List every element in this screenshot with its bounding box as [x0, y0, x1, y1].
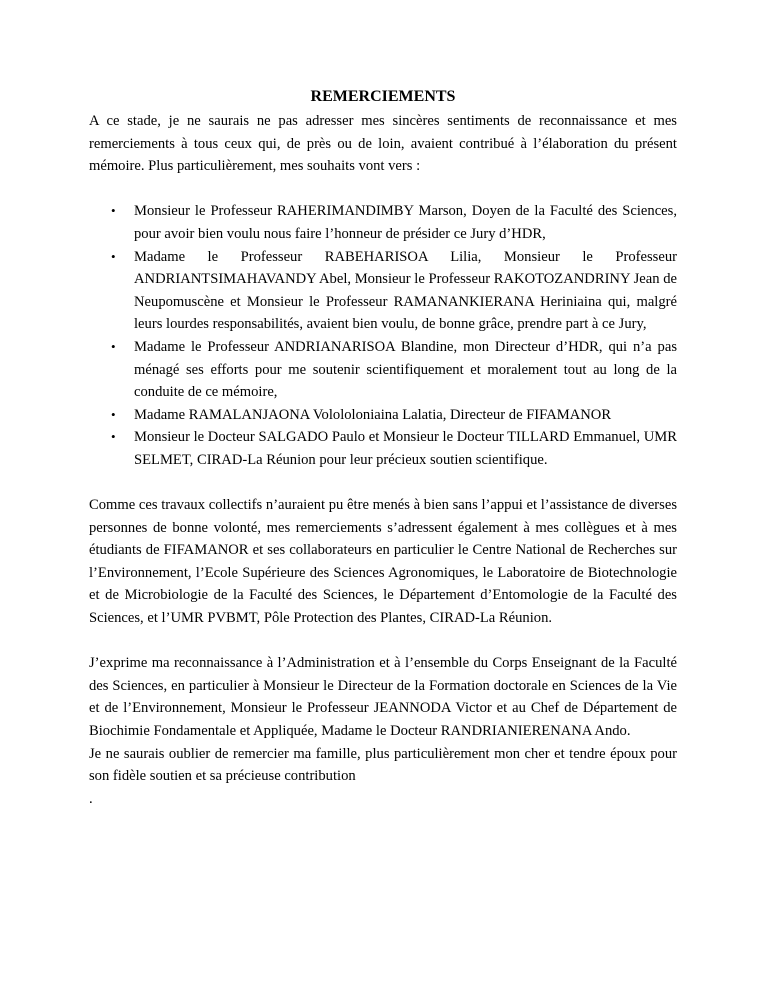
acknowledgement-list: [89, 200, 677, 471]
family-paragraph: Je ne saurais oublier de remercier ma famille, plus particulièrement mon cher et tendre époux pour son fidèle soutien et sa précieuse contribution: [89, 745, 677, 785]
trailing-mark: .: [89, 790, 93, 807]
spacer: [89, 178, 677, 201]
administration-paragraph: J’exprime ma reconnaissance à l’Administration et à l’ensemble du Corps Enseignant de la Faculté des Sciences, en particulier à Monsieur le Directeur de la Formation doctorale en Sciences de la Vie et de l’Environnement, Monsieur le Professeur JEANNODA Victor et au Chef de Département de Biochimie Fondamentale et Appliquée, Madame le Docteur RANDRIANIERENANA Ando.: [89, 655, 677, 740]
list-item: • Madame le Professeur RABEHARISOA Lilia, Monsieur le Professeur ANDRIANTSIMAHAVANDY Abel, Monsieur le Professeur RAKOTOZANDRINY Jean de Neupomuscène et Monsieur le Professeur RAMANANKIERANA Heriniaina qui, malgré leurs lourdes responsabilités, avaient bien voulu, de bonne grâce, prendre part à ce Jury,: [89, 246, 677, 336]
list-item: • Monsieur le Professeur RAHERIMANDIMBY Marson, Doyen de la Faculté des Sciences, pour avoir bien voulu nous faire l’honneur de présider ce Jury d’HDR,: [89, 200, 677, 245]
list-item: • Madame le Professeur ANDRIANARISOA Blandine, mon Directeur d’HDR, qui n’a pas ménagé ses efforts pour me soutenir scientifiquement et moralement tout au long de la conduite de ce mémoire,: [89, 336, 677, 404]
list-item: • Monsieur le Docteur SALGADO Paulo et Monsieur le Docteur TILLARD Emmanuel, UMR SELMET, CIRAD-La Réunion pour leur précieux soutien scientifique.: [89, 426, 677, 471]
spacer: [89, 472, 677, 495]
spacer: [89, 630, 677, 653]
collaborators-paragraph: Comme ces travaux collectifs n’auraient pu être menés à bien sans l’appui et l’assistance de diverses personnes de bonne volonté, mes remerciements s’adressent également à mes collègues et à mes étudiants de FIFAMANOR et ses collaborateurs en particulier le Centre National de Recherches sur l’Environnement, l’Ecole Supérieure des Sciences Agronomiques, le Laboratoire de Biotechnologie et de Microbiologie de la Faculté des Sciences, le Département d’Entomologie de la Faculté des Sciences, et l’UMR PVBMT, Pôle Protection des Plantes, CIRAD-La Réunion.: [89, 497, 677, 627]
list-item: • Madame RAMALANJAONA Volololoniaina Lalatia, Directeur de FIFAMANOR: [89, 404, 677, 427]
intro-paragraph: A ce stade, je ne saurais ne pas adresser mes sincères sentiments de reconnaissance et mes remerciements à tous ceux qui, de près ou de loin, avaient contribué à l’élaboration du présent mémoire. Plus particulièrement, mes souhaits vont vers :: [89, 113, 677, 175]
page-title: REMERCIEMENTS: [310, 88, 456, 105]
